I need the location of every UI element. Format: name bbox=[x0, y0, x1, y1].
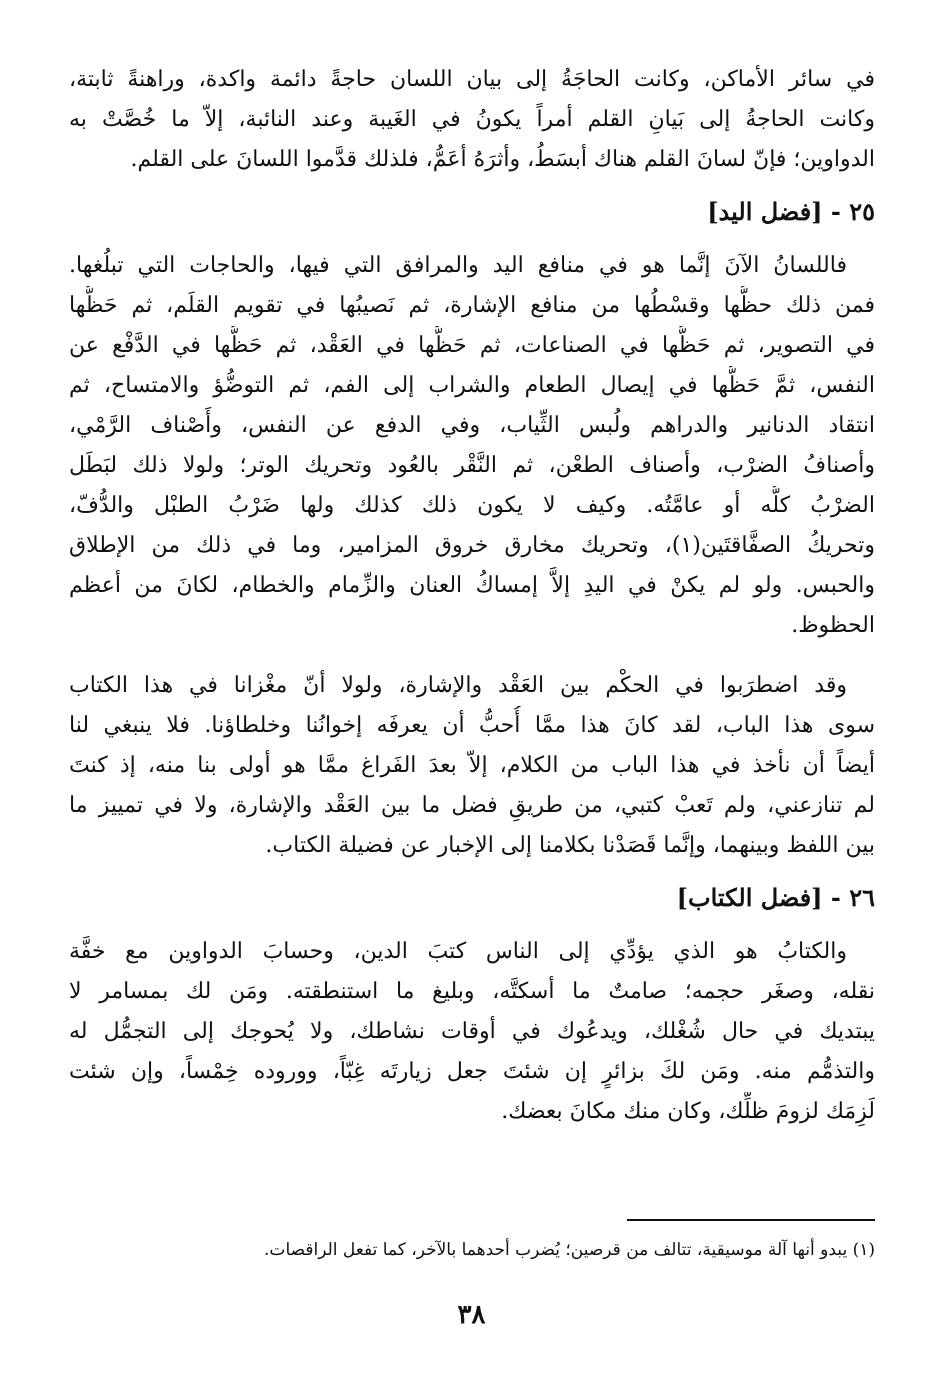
text-line: الدواوين؛ فإنّ لسانَ القلم هناك أبسَطُ، وأثرَهُ أعَمُّ، فلذلك قدَّموا اللسانَ على القلم. bbox=[130, 147, 875, 172]
text-line: فاللسانُ الآنَ إنَّما هو في منافع اليد والمرافق التي فيها، والحاجات التي تبلُغها. bbox=[69, 253, 847, 278]
text-line: لم تنازعني، ولم تَعبْ كتبي، من طريقِ فضل ما بين العَقْد والإشارة، ولا في تمييز ما bbox=[69, 793, 875, 818]
text-line: النفس، ثمَّ حَظُّها في إيصال الطعام والشراب إلى الفم، ثم التوضُّؤ والامتساح، ثم bbox=[69, 373, 875, 398]
text-line: بين اللفظ وبينهما، وإنَّما قَصَدْنا بكلامنا إلى الإخبار عن فضيلة الكتاب. bbox=[265, 833, 875, 858]
text-line: وتحريكُ الصفَّاقتَين(١)، وتحريك مخارق خروق المزامير، وما في ذلك من الإطلاق bbox=[69, 533, 875, 558]
text-line: في التصوير، ثم حَظُّها في الصناعات، ثم حَظُّها في العَقْد، ثم حَظُّها في الدَّفْع عن bbox=[69, 333, 875, 358]
section-25-paragraph-2 bbox=[69, 666, 875, 866]
text-line: في سائر الأماكن، وكانت الحاجَةُ إلى بيان اللسان حاجةً دائمة واكدة، وراهنةً ثابتة، bbox=[69, 67, 875, 92]
text-line: يبتديك في حال شُغْلك، ويدعُوك في أوقات نشاطك، ولا يُحوجك إلى التجمُّل له bbox=[69, 1019, 875, 1044]
section-25-paragraph-1 bbox=[69, 246, 875, 646]
paragraph-gap bbox=[69, 646, 875, 666]
text-line: سوى هذا الباب، لقد كانَ هذا ممَّا أُحبُّ أن يعرفَه إخوانُنا وخلطاؤنا. فلا ينبغي لنا bbox=[69, 713, 875, 738]
text-line: فمن ذلك حظُّها وقسْطُها من منافع الإشارة، ثم نَصيبُها في تقويم القلَم، ثم حَظُّها bbox=[69, 293, 875, 318]
text-line: الحظوظ. bbox=[791, 613, 875, 638]
text-line: وقد اضطرَبوا في الحكْم بين العَقْد والإشارة، ولولا أنّ مغْزانا في هذا الكتاب bbox=[69, 673, 847, 698]
text-line: انتقاد الدنانير والدراهم ولُبس الثِّياب، وفي الدفع عن النفس، وأَصْناف الرَّمْي، bbox=[69, 413, 875, 438]
footnote-divider bbox=[627, 1219, 875, 1221]
text-line: والحبس. ولو لم يكنْ في اليدِ إلاَّ إمساكُ العنان والزِّمام والخطام، لكانَ من أعظم bbox=[69, 573, 875, 598]
text-line: وأصنافُ الضرْب، وأصناف الطعْن، ثم النَّقْر بالعُود وتحريك الوتر؛ ولولا ذلك لبَطَل bbox=[69, 453, 875, 478]
intro-paragraph bbox=[69, 60, 875, 180]
text-line: وكانت الحاجةُ إلى بَيانِ القلم أمراً يكونُ في الغَيبة وعند النائبة، إلاّ ما خُصَّتْ به bbox=[69, 107, 875, 132]
section-heading-26: ٢٦ - [فضل الكتاب] bbox=[676, 883, 875, 912]
text-line: أيضاً أن نأخذ في هذا الباب من الكلام، إلاّ بعدَ الفَراغ ممَّا هو أولى بنا منه، إذ كنتَ bbox=[69, 753, 875, 778]
page-number: ٣٨ bbox=[457, 1300, 486, 1330]
text-line: والكتابُ هو الذي يؤدِّي إلى الناس كتبَ الدين، وحسابَ الدواوين مع خفَّة bbox=[69, 939, 847, 964]
text-line: نقله، وصغَر حجمه؛ صامتٌ ما أسكتَّه، وبليغ ما استنطقته. ومَن لك بمسامر لا bbox=[69, 979, 875, 1004]
section-26-paragraph-1 bbox=[69, 932, 875, 1132]
page-body bbox=[69, 60, 875, 1132]
section-heading-25: ٢٥ - [فضل اليد] bbox=[707, 197, 875, 226]
text-line: والتذمُّم منه. ومَن لكَ بزائرٍ إن شئتَ جعل زيارتَه غِبّاً، ووروده خِمْساً، وإن شئت bbox=[69, 1059, 875, 1084]
footnote: (١) يبدو أنها آلة موسيقية، تتالف من قرصين؛ يُضرب أحدهما بالآخر، كما تفعل الراقصات. bbox=[264, 1240, 875, 1260]
text-line: لَزِمَك لزومَ ظلِّك، وكان منك مكانَ بعضك. bbox=[501, 1099, 875, 1124]
text-line: الضرْبُ كلُّه أو عامَّتُه. وكيف لا يكون ذلك كذلك ولها ضَرْبُ الطبْل والدُّفّ، bbox=[69, 493, 875, 518]
